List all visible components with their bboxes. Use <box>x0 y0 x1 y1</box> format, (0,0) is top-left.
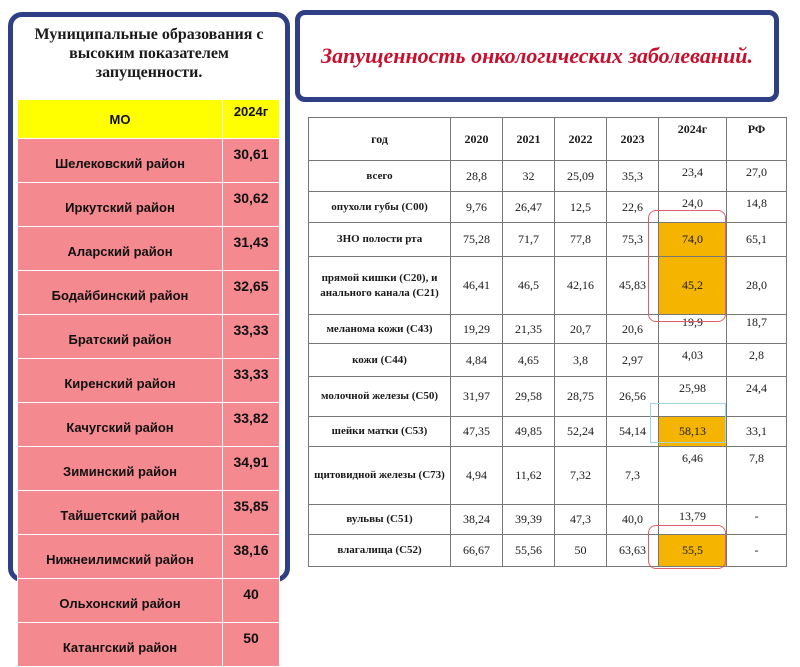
row-label: ЗНО полости рта <box>309 223 451 257</box>
district-name: Зиминский район <box>18 447 223 491</box>
district-name: Нижнеилимский район <box>18 535 223 579</box>
header-2023: 2023 <box>607 118 659 161</box>
cell-2023: 40,0 <box>607 505 659 535</box>
highlight-outline-vagina <box>648 525 726 569</box>
cell-2022: 50 <box>555 535 607 567</box>
cell-2021: 49,85 <box>503 417 555 447</box>
row-label: меланома кожи (С43) <box>309 315 451 344</box>
district-value: 50 <box>223 623 280 667</box>
header-rf: РФ <box>727 118 787 161</box>
oncology-neglect-table <box>308 117 787 567</box>
cell-rf: 24,4 <box>727 377 787 417</box>
header-2024: 2024г <box>659 118 727 161</box>
cell-rf: 28,0 <box>727 257 787 315</box>
table-row <box>309 161 787 192</box>
district-value: 30,62 <box>223 183 280 227</box>
row-label: опухоли губы (С00) <box>309 192 451 223</box>
table-row <box>18 183 280 227</box>
header-mo: МО <box>18 100 223 139</box>
district-value: 32,65 <box>223 271 280 315</box>
row-label: молочной железы (С50) <box>309 377 451 417</box>
cell-2024: 24,0 <box>659 192 727 223</box>
cell-2023: 2,97 <box>607 344 659 377</box>
table-row <box>18 623 280 667</box>
cell-2023: 22,6 <box>607 192 659 223</box>
cell-rf: 27,0 <box>727 161 787 192</box>
cell-2024: 25,98 <box>659 377 727 417</box>
district-value: 40 <box>223 579 280 623</box>
row-label: прямой кишки (С20), и анального канала (С21) <box>309 257 451 315</box>
panel-title-line-1: Муниципальные образования с <box>34 26 264 43</box>
cell-2022: 3,8 <box>555 344 607 377</box>
cell-rf: 33,1 <box>727 417 787 447</box>
row-label: шейки матки (С53) <box>309 417 451 447</box>
district-name: Киренский район <box>18 359 223 403</box>
panel-title <box>13 25 285 82</box>
district-name: Бодайбинский район <box>18 271 223 315</box>
table-row <box>18 359 280 403</box>
cell-2021: 32 <box>503 161 555 192</box>
table-row <box>18 403 280 447</box>
table-header-row <box>18 100 280 139</box>
cell-2024: 6,46 <box>659 447 727 505</box>
highlight-outline-oral-rectal <box>648 210 726 322</box>
cell-2024: 19,9 <box>659 315 727 344</box>
district-value: 33,33 <box>223 359 280 403</box>
cell-2022: 7,32 <box>555 447 607 505</box>
row-label: кожи (С44) <box>309 344 451 377</box>
cell-2024: 13,79 <box>659 505 727 535</box>
cell-2022: 20,7 <box>555 315 607 344</box>
district-value: 38,16 <box>223 535 280 579</box>
cell-2020: 75,28 <box>451 223 503 257</box>
slide-title: Запущенность онкологических заболеваний. <box>320 43 754 68</box>
cell-rf: - <box>727 505 787 535</box>
table-header-row <box>309 118 787 161</box>
cell-2022: 25,09 <box>555 161 607 192</box>
cell-2020: 47,35 <box>451 417 503 447</box>
cell-2020: 28,8 <box>451 161 503 192</box>
district-name: Братский район <box>18 315 223 359</box>
cell-2020: 31,97 <box>451 377 503 417</box>
row-label: всего <box>309 161 451 192</box>
cell-2024-highlighted: 58,13 <box>659 417 727 447</box>
row-label: вульвы (С51) <box>309 505 451 535</box>
table-row <box>309 344 787 377</box>
panel-title-line-3: запущенности. <box>95 64 203 81</box>
cell-2021: 29,58 <box>503 377 555 417</box>
district-name: Аларский район <box>18 227 223 271</box>
district-value: 33,82 <box>223 403 280 447</box>
cell-2024-highlighted: 45,2 <box>659 257 727 315</box>
cell-rf: 7,8 <box>727 447 787 505</box>
cell-2021: 71,7 <box>503 223 555 257</box>
district-value: 34,91 <box>223 447 280 491</box>
district-value: 35,85 <box>223 491 280 535</box>
cell-2020: 19,29 <box>451 315 503 344</box>
highlight-outline-cervix <box>650 403 726 443</box>
header-2020: 2020 <box>451 118 503 161</box>
cell-2023: 63,63 <box>607 535 659 567</box>
district-value: 31,43 <box>223 227 280 271</box>
cell-2022: 12,5 <box>555 192 607 223</box>
cell-rf: 65,1 <box>727 223 787 257</box>
cell-2021: 21,35 <box>503 315 555 344</box>
district-value: 33,33 <box>223 315 280 359</box>
cell-2023: 45,83 <box>607 257 659 315</box>
header-year-label: год <box>309 118 451 161</box>
district-name: Качугский район <box>18 403 223 447</box>
table-row <box>18 139 280 183</box>
cell-2021: 39,39 <box>503 505 555 535</box>
row-label: щитовидной железы (С73) <box>309 447 451 505</box>
cell-2022: 42,16 <box>555 257 607 315</box>
cell-2021: 4,65 <box>503 344 555 377</box>
row-label: влагалища (С52) <box>309 535 451 567</box>
cell-2021: 55,56 <box>503 535 555 567</box>
cell-2023: 26,56 <box>607 377 659 417</box>
district-name: Шелековский район <box>18 139 223 183</box>
cell-2020: 4,84 <box>451 344 503 377</box>
cell-2020: 46,41 <box>451 257 503 315</box>
table-row <box>18 579 280 623</box>
table-row <box>309 447 787 505</box>
table-row <box>18 535 280 579</box>
district-value: 30,61 <box>223 139 280 183</box>
district-name: Иркутский район <box>18 183 223 227</box>
district-name: Тайшетский район <box>18 491 223 535</box>
district-name: Ольхонский район <box>18 579 223 623</box>
panel-title-line-2: высоким показателем <box>69 45 229 62</box>
cell-2021: 46,5 <box>503 257 555 315</box>
municipalities-table <box>17 99 280 667</box>
cell-2020: 66,67 <box>451 535 503 567</box>
table-row <box>18 447 280 491</box>
high-neglect-panel <box>8 12 290 655</box>
header-2021: 2021 <box>503 118 555 161</box>
cell-2021: 11,62 <box>503 447 555 505</box>
district-name: Катангский район <box>18 623 223 667</box>
cell-rf: 2,8 <box>727 344 787 377</box>
cell-2023: 54,14 <box>607 417 659 447</box>
cell-rf: - <box>727 535 787 567</box>
cell-2023: 20,6 <box>607 315 659 344</box>
cell-2020: 9,76 <box>451 192 503 223</box>
cell-2023: 35,3 <box>607 161 659 192</box>
cell-2022: 47,3 <box>555 505 607 535</box>
cell-2024: 4,03 <box>659 344 727 377</box>
table-row <box>18 315 280 359</box>
header-year: 2024г <box>223 100 280 139</box>
cell-rf: 14,8 <box>727 192 787 223</box>
cell-2024: 23,4 <box>659 161 727 192</box>
cell-2023: 75,3 <box>607 223 659 257</box>
cell-2022: 28,75 <box>555 377 607 417</box>
cell-2024-highlighted: 74,0 <box>659 223 727 257</box>
cell-2020: 4,94 <box>451 447 503 505</box>
table-row <box>18 271 280 315</box>
cell-rf: 18,7 <box>727 315 787 344</box>
header-2022: 2022 <box>555 118 607 161</box>
cell-2020: 38,24 <box>451 505 503 535</box>
cell-2022: 52,24 <box>555 417 607 447</box>
table-row <box>18 227 280 271</box>
cell-2021: 26,47 <box>503 192 555 223</box>
table-row <box>18 491 280 535</box>
cell-2023: 7,3 <box>607 447 659 505</box>
title-banner <box>295 10 779 102</box>
cell-2024-highlighted: 55,5 <box>659 535 727 567</box>
cell-2022: 77,8 <box>555 223 607 257</box>
